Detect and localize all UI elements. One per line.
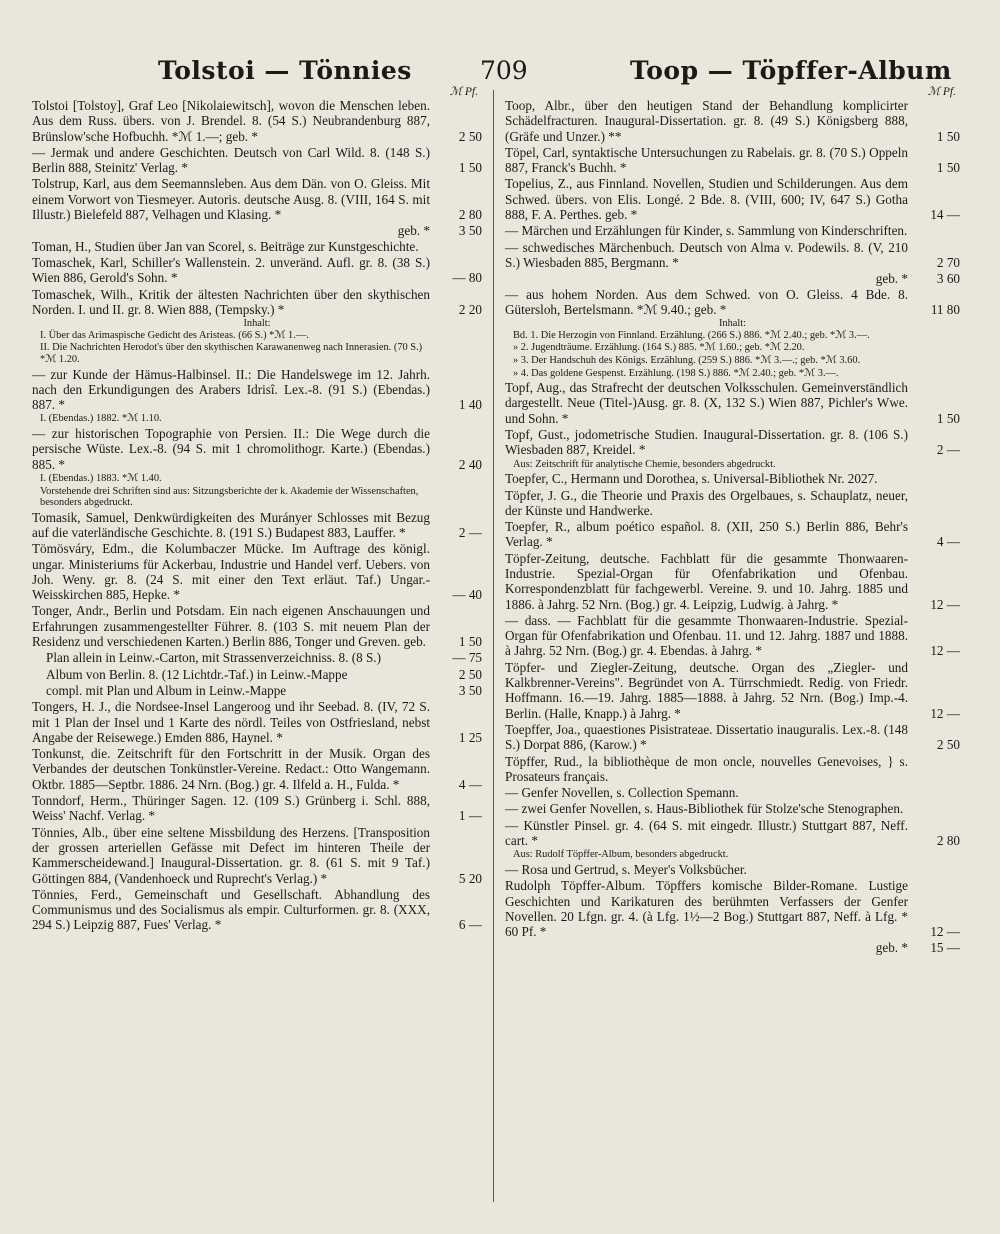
entry-price: 1 50 bbox=[458, 160, 482, 176]
sub-entry: II. Die Nachrichten Herodot's über den skythischen Karawanenweg nach Innerasien. (70 S.) *ℳ 1.20. bbox=[40, 342, 423, 365]
entry-price: 3 60 bbox=[936, 271, 960, 287]
entry-price: — 80 bbox=[452, 270, 482, 286]
entry-text: geb. * bbox=[875, 271, 908, 287]
entry-price: 12 — bbox=[930, 705, 960, 721]
catalog-entry bbox=[505, 940, 960, 955]
catalog-entry bbox=[505, 488, 960, 519]
catalog-entry bbox=[32, 699, 482, 745]
catalog-entry bbox=[505, 271, 960, 286]
entry-text: Töpffer, Rud., la bibliothèque de mon oncle, nouvelles Genevoises, } s. Prosateurs français. bbox=[505, 753, 908, 784]
catalog-entry bbox=[505, 862, 960, 877]
entry-text: Album von Berlin. 8. (12 Lichtdr.-Taf.) in Leinw.-Mappe bbox=[46, 666, 348, 682]
entry-price: 5 20 bbox=[458, 870, 482, 886]
running-head-right: Toop — Töpffer-Album bbox=[630, 56, 952, 85]
sub-entry: I. (Ebendas.) 1883. *ℳ 1.40. bbox=[40, 472, 162, 484]
catalog-entry bbox=[505, 551, 960, 612]
entry-text: geb. * bbox=[875, 940, 908, 956]
column-divider bbox=[493, 90, 494, 1202]
entry-text: Toepfer, R., album poético español. 8. (XII, 250 S.) Berlin 886, Behr's Verlag. * bbox=[505, 519, 908, 550]
entry-text: Tonger, Andr., Berlin und Potsdam. Ein nach eigenen Anschauungen und Erfahrungen zusammengestellter Führer. 8. (103 S. mit neuem Plan der Residenz und verschiedenen Karten.) Berlin 886, Tonger und Greven. geb. bbox=[32, 603, 430, 650]
sub-entry: Bd. 1. Die Herzogin von Finnland. Erzählung. (266 S.) 886. *ℳ 2.40.; geb. *ℳ 3.—. bbox=[513, 329, 870, 341]
entry-text: compl. mit Plan und Album in Leinw.-Mappe bbox=[46, 682, 287, 698]
entry-text: Tongers, H. J., die Nordsee-Insel Langeroog und ihr Seebad. 8. (IV, 72 S. mit 1 Plan der Insel und 1 Karte des nördl. Teiles von Ostfriesland, nebst Angabe der Reisewege.) Emden 886, Haynel. * bbox=[32, 699, 430, 745]
currency-header: ℳ Pf. bbox=[449, 86, 478, 98]
entry-price: 1 50 bbox=[936, 410, 960, 426]
entry-price: 2 50 bbox=[458, 128, 482, 144]
entry-text: Tönnies, Alb., über eine seltene Missbildung des Herzens. [Transposition der grossen arteriellen Gefässe mit Defect im hinteren Theile der Kammerscheidewand.] Inaugural-Dissertation. gr. 8. (61 S. mit 9 Taf.) Göttingen 884, (Vandenhoeck und Ruprecht's Verlag.) * bbox=[32, 824, 430, 886]
entry-text: Töpfer-Zeitung, deutsche. Fachblatt für die gesammte Thonwaaren-Industrie. Spezial-Organ für Ofenfabrikation und Ofenbau. Korrespondenzblatt für fachgewerbl. Vereine. 9. und 10. Jahrg. 1885 und 1886. à Jahrg. 52 Nrn. (Bog.) gr. 4. Leipzig, Ludwig. à Jahrg. * bbox=[505, 550, 908, 612]
entry-price: — 40 bbox=[452, 587, 482, 603]
entry-price: 2 20 bbox=[458, 301, 482, 317]
right-column bbox=[505, 86, 960, 956]
catalog-entry bbox=[505, 613, 960, 659]
catalog-entry bbox=[505, 471, 960, 486]
sub-entry: Aus: Zeitschrift für analytische Chemie, besonders abgedruckt. bbox=[513, 458, 776, 470]
catalog-entry bbox=[32, 683, 482, 698]
sub-entry: » 2. Jugendträume. Erzählung. (164 S.) 885. *ℳ 1.60.; geb. *ℳ 2.20. bbox=[513, 342, 805, 354]
catalog-entry bbox=[505, 722, 960, 753]
entry-text: Tonkunst, die. Zeitschrift für den Fortschritt in der Musik. Organ des Verbandes der deutschen Tonkünstler-Vereine. Redact.: Otto Wangemann. Oktbr. 1885—Septbr. 1886. 24 Nrn. (Bog.) gr. 4. Ilfeld a. H., Fulda. * bbox=[32, 746, 430, 792]
entry-price: 1 — bbox=[458, 808, 482, 824]
entry-text: Topf, Gust., jodometrische Studien. Inaugural-Dissertation. gr. 8. (106 S.) Wiesbaden 887, Kreidel. * bbox=[505, 427, 908, 458]
entry-text: Rudolph Töpffer-Album. Töpffers komische Bilder-Romane. Lustige Geschichten und Karikaturen des berühmten Verfassers der Genfer Novellen. 20 Lfgn. gr. 4. (à Lfg. 1½—2 Bog.) Stuttgart 887, Neff. à Lfg. * 60 Pf. * bbox=[505, 878, 908, 940]
catalog-entry bbox=[505, 801, 960, 816]
sub-entry: Vorstehende drei Schriften sind aus: Sitzungsberichte der k. Akademie der Wissenschaften, besonders abgedruckt. bbox=[40, 485, 419, 509]
entry-text: Toman, H., Studien über Jan van Scorel, s. Beiträge zur Kunstgeschichte. bbox=[32, 238, 419, 254]
entry-text: Topf, Aug., das Strafrecht der deutschen Volksschulen. Gemeinverständlich dargestellt. Neue (Titel-)Ausg. gr. 8. (X, 132 S.) Wien 887, Pichler's Wwe. und Sohn. * bbox=[505, 380, 908, 426]
entry-price: 2 50 bbox=[936, 737, 960, 753]
entry-text: — schwedisches Märchenbuch. Deutsch von Alma v. Podewils. 8. (V, 210 S.) Wiesbaden 885, Bergmann. * bbox=[505, 239, 908, 270]
sub-entry: » 4. Das goldene Gespenst. Erzählung. (198 S.) 886. *ℳ 2.40.; geb. *ℳ 3.—. bbox=[513, 367, 839, 379]
catalog-entry bbox=[32, 541, 482, 602]
sub-entry: Aus: Rudolf Töpffer-Album, besonders abgedruckt. bbox=[513, 849, 729, 861]
catalog-entry bbox=[32, 650, 482, 665]
entry-text: Tolstrup, Karl, aus dem Seemannsleben. Aus dem Dän. von O. Gleiss. Mit einem Vorwort von Tiesmeyer. Autoris. deutsche Ausg. 8. (VIII, 164 S. mit Illustr.) Bielefeld 887, Velhagen und Klasing. * bbox=[32, 176, 430, 223]
catalog-entry bbox=[32, 510, 482, 541]
entry-text: Tonndorf, Herm., Thüringer Sagen. 12. (109 S.) Grünberg i. Schl. 888, Weiss' Nachf. Verlag. * bbox=[32, 793, 430, 824]
entry-price: 1 50 bbox=[458, 634, 482, 650]
entry-price: — 75 bbox=[452, 650, 482, 666]
catalog-entry bbox=[505, 519, 960, 550]
entry-price: 2 80 bbox=[458, 207, 482, 223]
catalog-entry bbox=[32, 667, 482, 682]
catalog-entry bbox=[32, 239, 482, 254]
entry-text: Toop, Albr., über den heutigen Stand der Behandlung komplicirter Schädelfracturen. Inaugural-Dissertation. gr. 8. (49 S.) Königsberg 888, (Gräfe und Unzer.) ** bbox=[505, 98, 908, 144]
catalog-entry bbox=[32, 223, 482, 238]
entry-text: Tolstoi [Tolstoy], Graf Leo [Nikolaiewitsch], wovon die Menschen leben. Aus dem Russ. übers. von J. Brendel. 8. (54 S.) Neubrandenburg 887, Brünslow'sche Hofbuchh. *ℳ 1.—; geb. * bbox=[32, 98, 430, 144]
catalog-entry bbox=[32, 793, 482, 824]
catalog-entry bbox=[505, 223, 960, 238]
entry-price: 2 — bbox=[936, 442, 960, 458]
catalog-entry bbox=[505, 240, 960, 271]
entry-price: 14 — bbox=[930, 207, 960, 223]
catalog-entry bbox=[505, 98, 960, 144]
catalog-entry bbox=[32, 825, 482, 886]
catalog-entry bbox=[505, 818, 960, 849]
entry-text: Tömösváry, Edm., die Kolumbaczer Mücke. Im Auftrage des königl. ungar. Ministeriums für Ackerbau, Industrie und Handel verf. Uebers. von Joh. Weny. gr. 8. (24 S. mit einer den Text erläut. Taf.) Ungar.-Weisskirchen 885, Hepke. * bbox=[32, 541, 430, 603]
entry-price: 1 50 bbox=[936, 128, 960, 144]
currency-header: ℳ Pf. bbox=[927, 86, 956, 98]
entry-price: 1 40 bbox=[458, 397, 482, 413]
page-number: 709 bbox=[480, 56, 528, 85]
entry-price: 11 80 bbox=[930, 301, 960, 317]
entry-price: 12 — bbox=[930, 643, 960, 659]
entry-text: Töpfer, J. G., die Theorie und Praxis des Orgelbaues, s. Schauplatz, neuer, der Künste und Handwerke. bbox=[505, 487, 908, 518]
catalog-entry bbox=[505, 427, 960, 458]
catalog-entry bbox=[505, 878, 960, 939]
entry-price: 1 50 bbox=[936, 160, 960, 176]
catalog-entry bbox=[505, 754, 960, 785]
catalog-entry bbox=[32, 176, 482, 222]
entry-text: — zur Kunde der Hämus-Halbinsel. II.: Die Handelswege im 12. Jahrh. nach den Erkundigungen des Arabers Idrisî. Lex.-8. (91 S.) (Ebendas.) 887. * bbox=[32, 366, 430, 413]
catalog-entry bbox=[32, 98, 482, 144]
entry-text: Plan allein in Leinw.-Carton, mit Strassenverzeichniss. 8. (8 S.) bbox=[46, 650, 381, 666]
entry-text: geb. * bbox=[397, 223, 430, 239]
entry-price: 3 50 bbox=[458, 682, 482, 698]
entry-text: Tönnies, Ferd., Gemeinschaft und Gesellschaft. Abhandlung des Communismus und des Socialismus als empir. Culturformen. gr. 8. (XXX, 294 S.) Leipzig 887, Fues' Verlag. * bbox=[32, 886, 430, 933]
catalog-entry bbox=[32, 603, 482, 649]
entry-text: — Künstler Pinsel. gr. 4. (64 S. mit eingedr. Illustr.) Stuttgart 887, Neff. cart. * bbox=[505, 817, 908, 849]
entry-text: Töpel, Carl, syntaktische Untersuchungen zu Rabelais. gr. 8. (70 S.) Oppeln 887, Franck's Buchh. * bbox=[505, 144, 908, 176]
catalog-entry bbox=[505, 287, 960, 318]
sub-entry: » 3. Der Handschuh des Königs. Erzählung. (259 S.) 886. *ℳ 3.—.; geb. *ℳ 3.60. bbox=[513, 354, 861, 366]
contents-heading: Inhalt: bbox=[718, 318, 747, 330]
sub-entry: I. Über das Arimaspische Gedicht des Aristeas. (66 S.) *ℳ 1.—. bbox=[40, 329, 309, 341]
page-header bbox=[30, 54, 978, 88]
entry-price: 15 — bbox=[930, 940, 960, 956]
entry-text: — aus hohem Norden. Aus dem Schwed. von O. Gleiss. 4 Bde. 8. Gütersloh, Bertelsmann. *ℳ 9.40.; geb. * bbox=[505, 286, 908, 317]
catalog-entry bbox=[32, 746, 482, 792]
entry-price: 2 — bbox=[458, 524, 482, 540]
entry-price: 2 80 bbox=[936, 833, 960, 849]
catalog-entry bbox=[505, 660, 960, 721]
entry-text: Toepfer, C., Hermann und Dorothea, s. Universal-Bibliothek Nr. 2027. bbox=[505, 471, 878, 487]
entry-text: — zwei Genfer Novellen, s. Haus-Bibliothek für Stolze'sche Stenographen. bbox=[505, 801, 904, 817]
catalog-entry bbox=[32, 426, 482, 472]
sub-entry: I. (Ebendas.) 1882. *ℳ 1.10. bbox=[40, 413, 162, 425]
left-column bbox=[32, 86, 482, 934]
entry-text: Töpfer- und Ziegler-Zeitung, deutsche. Organ des „Ziegler- und Kalkbrenner-Vereins". Begründet von A. Türrschmiedt. Redig. von Friedr. Hoffmann. 16.—19. Jahrg. 1885—1888. à Jahrg. 52 Nrn. (Bog.) Imp.-4. Berlin. (Halle, Knapp.) à Jahrg. * bbox=[505, 659, 908, 721]
entry-text: Tomaschek, Karl, Schiller's Wallenstein. 2. unveränd. Aufl. gr. 8. (38 S.) Wien 886, Gerold's Sohn. * bbox=[32, 254, 430, 286]
entry-text: Tomaschek, Wilh., Kritik der ältesten Nachrichten über den skythischen Norden. I. und II. gr. 8. Wien 888, (Tempsky.) * bbox=[32, 286, 430, 317]
entry-text: Toepffer, Joa., quaestiones Pisistrateae. Dissertatio inauguralis. Lex.-8. (148 S.) Dorpat 886, (Karow.) * bbox=[505, 721, 908, 753]
entry-text: — Jermak und andere Geschichten. Deutsch von Carl Wild. 8. (148 S.) Berlin 888, Steinitz' Verlag. * bbox=[32, 144, 430, 176]
entry-text: — zur historischen Topographie von Persien. II.: Die Wege durch die persische Wüste. Lex.-8. (94 S. mit 1 chromolithogr. Karte.) (Ebendas.) 885. * bbox=[32, 426, 430, 472]
catalog-entry bbox=[505, 145, 960, 176]
entry-price: 2 50 bbox=[458, 666, 482, 682]
contents-heading: Inhalt: bbox=[243, 318, 271, 330]
entry-price: 2 40 bbox=[458, 456, 482, 472]
entry-price: 1 25 bbox=[458, 729, 482, 745]
catalog-entry bbox=[505, 176, 960, 222]
entry-price: 2 70 bbox=[936, 254, 960, 270]
entry-text: Topelius, Z., aus Finnland. Novellen, Studien und Schilderungen. Aus dem Schwed. übers. von Elis. Longé. 2 Bde. 8. (VIII, 600; IV, 647 S.) Gotha 888, F. A. Perthes. geb. * bbox=[505, 176, 908, 223]
catalog-entry bbox=[505, 380, 960, 426]
catalog-entry bbox=[32, 145, 482, 176]
entry-text: — dass. — Fachblatt für die gesammte Thonwaaren-Industrie. Spezial-Organ für Ofenfabrikation und Ofenbau. 11. und 12. Jahrg. 1887 und 1888. à Jahrg. 52 Nrn. (Bog.) gr. 4. Ebendas. à Jahrg. * bbox=[505, 612, 908, 659]
entry-price: 3 50 bbox=[458, 223, 482, 239]
entry-text: — Genfer Novellen, s. Collection Spemann. bbox=[505, 785, 739, 801]
entry-text: — Rosa und Gertrud, s. Meyer's Volksbücher. bbox=[505, 861, 747, 877]
catalog-entry bbox=[32, 367, 482, 413]
entry-price: 6 — bbox=[458, 917, 482, 933]
catalog-entry bbox=[32, 287, 482, 318]
catalog-entry bbox=[32, 255, 482, 286]
entry-price: 12 — bbox=[930, 596, 960, 612]
entry-price: 4 — bbox=[936, 534, 960, 550]
entry-text: — Märchen und Erzählungen für Kinder, s. Sammlung von Kinderschriften. bbox=[505, 223, 908, 239]
catalog-entry bbox=[32, 887, 482, 933]
catalog-entry bbox=[505, 785, 960, 800]
running-head-left: Tolstoi — Tönnies bbox=[158, 56, 412, 85]
entry-price: 4 — bbox=[458, 776, 482, 792]
entry-price: 12 — bbox=[930, 924, 960, 940]
entry-text: Tomasik, Samuel, Denkwürdigkeiten des Murányer Schlosses mit Bezug auf die vaterländische Geschichte. 8. (191 S.) Budapest 883, Lauffer. * bbox=[32, 509, 430, 540]
